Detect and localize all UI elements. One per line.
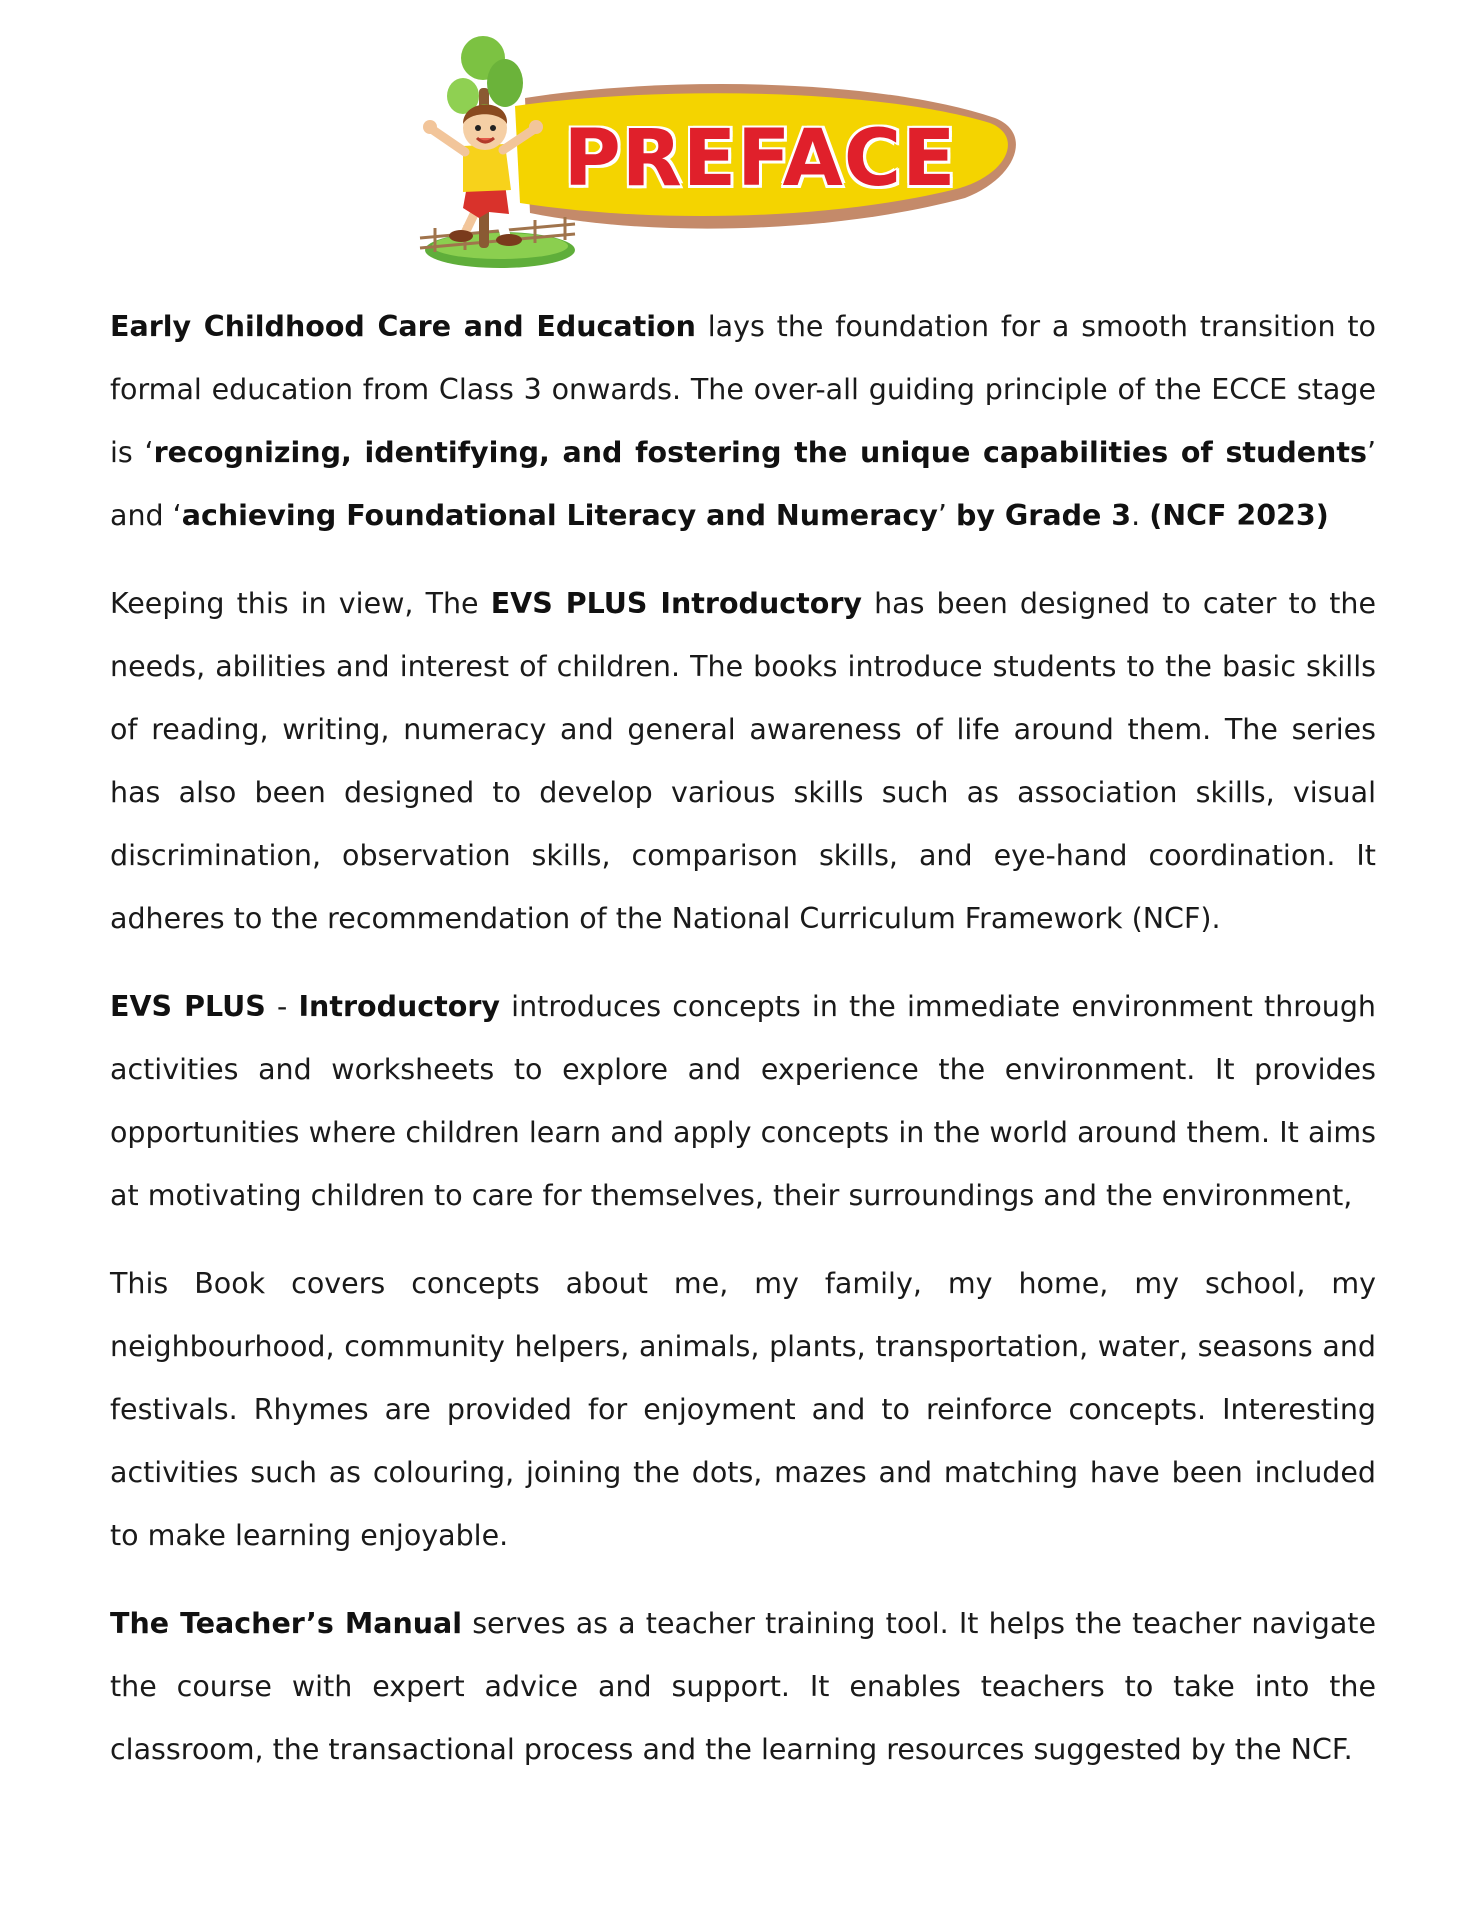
page-title: PREFACE	[563, 114, 957, 204]
bold-text: EVS PLUS Introductory	[490, 587, 862, 620]
preface-paragraph	[110, 975, 1376, 1227]
bold-text: Early Childhood Care and Education	[110, 310, 696, 343]
preface-paragraph	[110, 295, 1376, 547]
preface-paragraph	[110, 1252, 1376, 1567]
bold-text: recognizing, identifying, and fostering the unique capabilities of students	[153, 436, 1367, 469]
body-text: has been designed to cater to the needs, abilities and interest of children. The books introduce students to the basic skills of reading, writing, numeracy and general awareness of life around them. The series has also been designed to develop various skills such as association skills, visual discrimination, observation skills, comparison skills, and eye-hand coordination. It adheres to the recommendation of the National Curriculum Framework (NCF).	[110, 587, 1377, 935]
bold-text: (NCF 2023)	[1149, 499, 1329, 532]
bold-text: EVS PLUS	[110, 990, 266, 1023]
body-text: lays the foundation for a smooth transition to formal education from Class 3 onwards. The over-all guiding principle of the ECCE stage is ‘	[110, 310, 1376, 469]
bold-text: by Grade 3	[955, 499, 1132, 532]
body-text: introduces concepts in the immediate environment through activities and worksheets to explore and experience the environment. It provides opportunities where children learn and apply concepts in the world around them. It aims at motivating children to care for themselves, their surroundings and the environment,	[110, 990, 1376, 1212]
preface-paragraph	[110, 572, 1376, 950]
body-text: serves as a teacher training tool. It helps the teacher navigate the course with expert advice and support. It enables teachers to take into the classroom, the transactional process and the learning resources suggested by the NCF.	[110, 1607, 1376, 1766]
body-text: ’	[937, 499, 956, 532]
bold-text: Introductory	[298, 990, 501, 1023]
body-text: ’ and ‘	[110, 436, 1376, 532]
bold-text: The Teacher’s Manual	[110, 1607, 463, 1640]
body-text: -	[265, 990, 299, 1023]
body-text: Keeping this in view, The	[110, 587, 491, 620]
bold-text: achieving Foundational Literacy and Numeracy	[181, 499, 938, 532]
preface-banner	[405, 28, 1025, 273]
body-text: This Book covers concepts about me, my family, my home, my school, my neighbourhood, community helpers, animals, plants, transportation, water, seasons and festivals. Rhymes are provided for enjoyment and to reinforce concepts. Interesting activities such as colouring, joining the dots, mazes and matching have been included to make learning enjoyable.	[110, 1267, 1376, 1552]
preface-paragraph	[110, 1592, 1376, 1781]
body-text: .	[1131, 499, 1150, 532]
preface-body	[110, 295, 1376, 1806]
